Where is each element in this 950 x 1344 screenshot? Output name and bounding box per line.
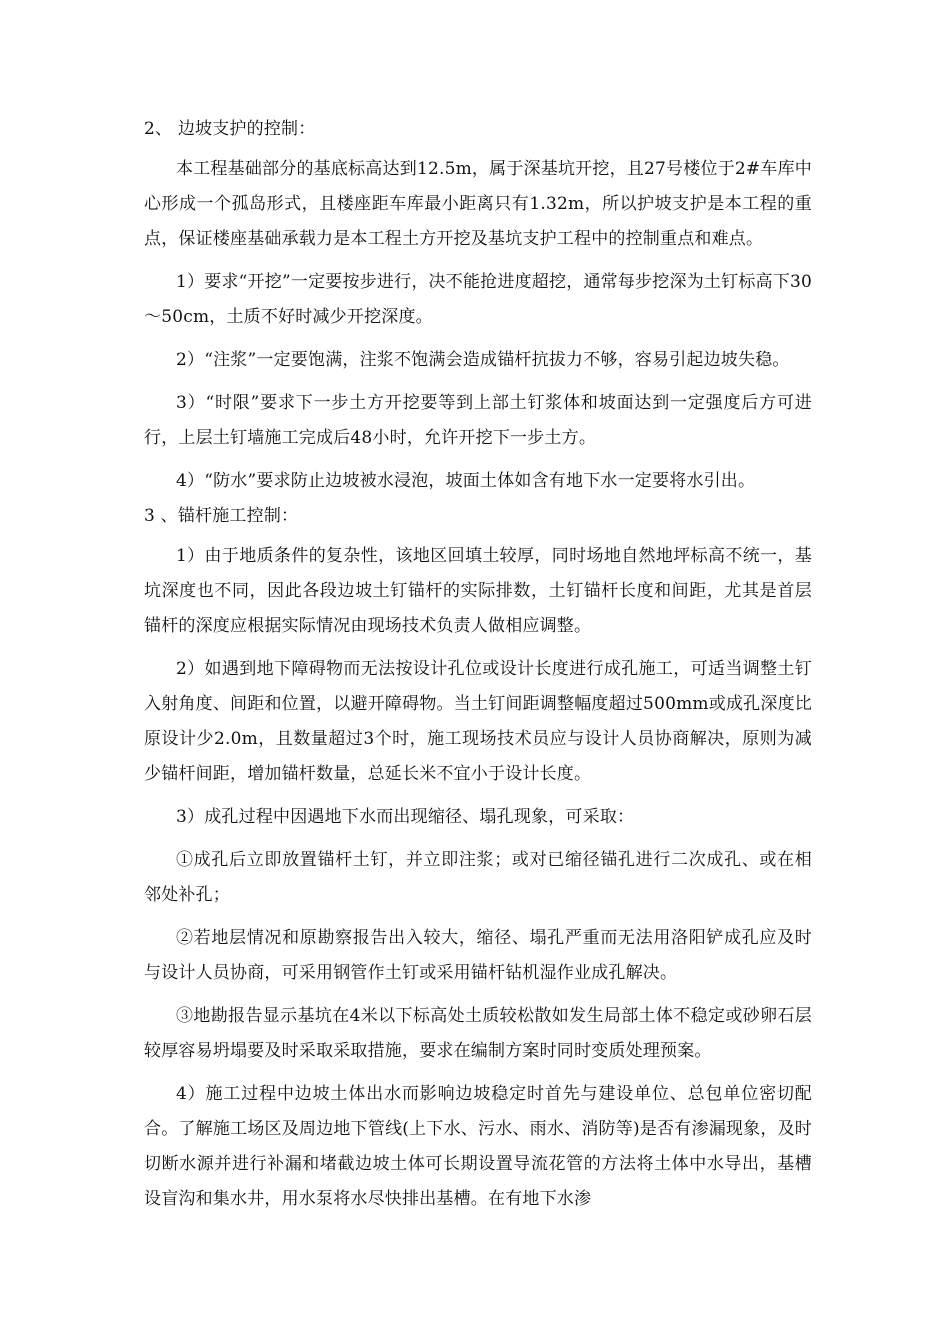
- section-heading-slope-support: 2、 边坡支护的控制：: [144, 119, 316, 139]
- section-heading-anchor-construction: 3 、锚杆施工控制：: [144, 506, 299, 526]
- paragraph-geology-adjustment: 1）由于地质条件的复杂性，该地区回填土较厚，同时场地自然地坪标高不统一，基坑深度也不同，因此各段边坡土钉锚杆的实际排数，土钉锚杆长度和间距，尤其是首层锚杆的深度应根据实际情况由现场技术负责人做相应调整。: [144, 546, 812, 636]
- document-body: [144, 112, 812, 1217]
- paragraph-groundwater-drilling: 3）成孔过程中因遇地下水而出现缩径、塌孔现象，可采取：: [176, 807, 635, 827]
- paragraph-time-limit: 3）“时限”要求下一步土方开挖要等到上部土钉浆体和坡面达到一定强度后方可进行，上层土钉墙施工完成后48小时，允许开挖下一步土方。: [144, 393, 812, 448]
- paragraph-obstacles: 2）如遇到地下障碍物而无法按设计孔位或设计长度进行成孔施工，可适当调整土钉入射角度、间距和位置，以避开障碍物。当土钉间距调整幅度超过500mm或成孔深度比原设计少2.0m，且数量超过3个时，施工现场技术员应与设计人员协商解决，原则为减少锚杆间距，增加锚杆数量，总延长米不宜小于设计长度。: [144, 659, 812, 784]
- list-item-measure-1: ①成孔后立即放置锚杆土钉，并立即注浆；或对已缩径锚孔进行二次成孔、或在相邻处补孔；: [144, 850, 812, 905]
- paragraph-project-overview: 本工程基础部分的基底标高达到12.5m，属于深基坑开挖，且27号楼位于2#车库中心形成一个孤岛形式，且楼座距车库最小距离只有1.32m，所以护坡支护是本工程的重点，保证楼座基础承载力是本工程土方开挖及基坑支护工程中的控制重点和难点。: [144, 159, 812, 249]
- list-item-measure-2: ②若地层情况和原勘察报告出入较大，缩径、塌孔严重而无法用洛阳铲成孔应及时与设计人员协商，可采用钢管作土钉或采用锚杆钻机湿作业成孔解决。: [144, 928, 812, 983]
- paragraph-slope-water-handling: 4）施工过程中边坡土体出水而影响边坡稳定时首先与建设单位、总包单位密切配合。了解施工场区及周边地下管线(上下水、污水、雨水、消防等)是否有渗漏现象，及时切断水源并进行补漏和堵截边坡土体可长期设置导流花管的方法将土体中水导出，基槽设盲沟和集水井，用水泵将水尽快排出基槽。在有地下水渗: [144, 1084, 812, 1209]
- paragraph-grouting: 2）“注浆”一定要饱满，注浆不饱满会造成锚杆抗拔力不够，容易引起边坡失稳。: [176, 350, 790, 370]
- list-item-measure-3: ③地勘报告显示基坑在4米以下标高处土质较松散如发生局部土体不稳定或砂卵石层较厚容易坍塌要及时采取采取措施，要求在编制方案时同时变质处理预案。: [144, 1006, 812, 1061]
- paragraph-excavation-steps: 1）要求“开挖”一定要按步进行，决不能抢进度超挖，通常每步挖深为土钉标高下30～50cm，土质不好时减少开挖深度。: [144, 272, 812, 327]
- paragraph-waterproofing: 4）“防水”要求防止边坡被水浸泡，坡面土体如含有地下水一定要将水引出。: [176, 471, 756, 491]
